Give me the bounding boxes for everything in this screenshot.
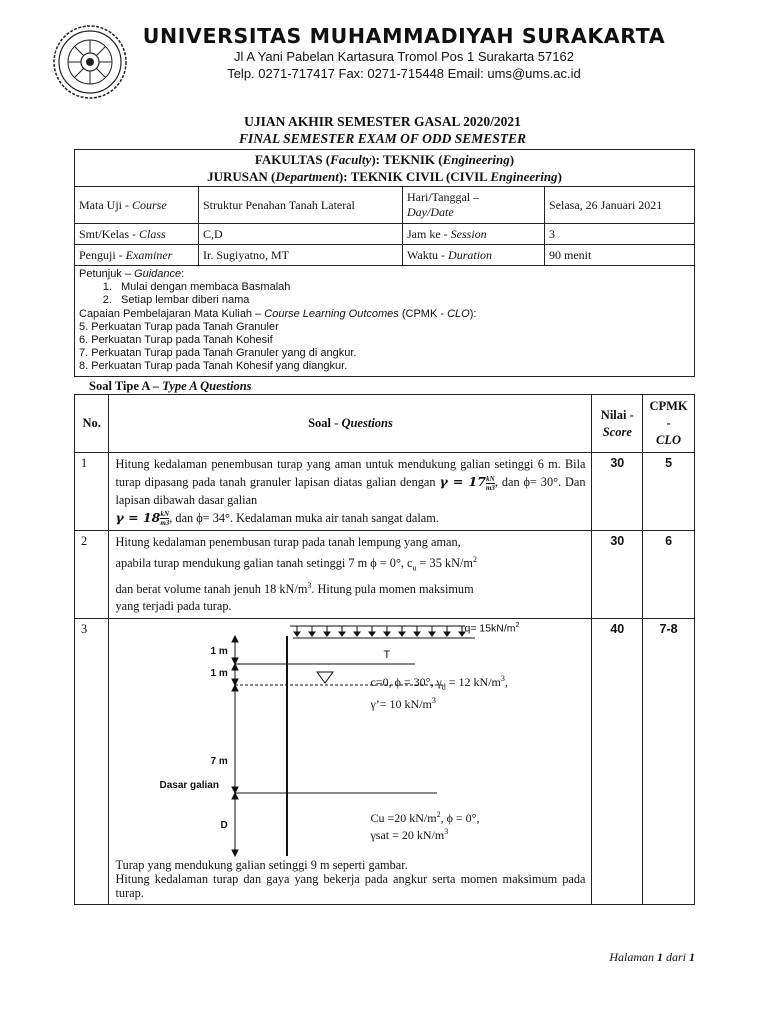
upper-soil-properties: c=0, ϕ = 30°, $\gamma_d = 12$ $kN/m^3$, γ’= 10 $kN/m^3$ xyxy=(370,673,508,712)
table-row xyxy=(75,618,695,904)
question-number: 1 xyxy=(75,453,109,531)
unit-fraction: $\frac{kN}{m3}$ xyxy=(160,510,170,528)
sheet-pile-drawing xyxy=(115,622,585,858)
question-score: 30 xyxy=(592,531,643,619)
col-clo-header: CPMK - CLO xyxy=(643,395,695,453)
guidance-cell xyxy=(75,266,695,377)
question-clo: 7-8 xyxy=(643,618,695,904)
col-score-header: Nilai - Score xyxy=(592,395,643,453)
table-row xyxy=(75,453,695,531)
duration-label: Waktu - Duration xyxy=(403,245,545,266)
class-label: Smt/Kelas - Class xyxy=(75,224,199,245)
col-question-header: Soal - Questions xyxy=(109,395,592,453)
faculty-department-cell xyxy=(75,150,695,187)
question-clo: 6 xyxy=(643,531,695,619)
date-value: Selasa, 26 Januari 2021 xyxy=(545,187,695,224)
table-row xyxy=(75,531,695,619)
excavation-base-label: Dasar galian xyxy=(159,779,219,791)
gamma-value: γ = 18 xyxy=(115,509,161,525)
questions-table xyxy=(74,394,695,905)
date-label: Hari/Tanggal – Day/Date xyxy=(403,187,545,224)
faculty-line: FAKULTAS (Faculty): TEKNIK (Engineering) xyxy=(254,152,515,167)
dimension-1m-water: 1 m xyxy=(210,667,228,679)
department-line: JURUSAN (Department): TEKNIK CIVIL (CIVIL Engineering) xyxy=(207,169,562,184)
table-header-row xyxy=(75,395,695,453)
exam-info-table xyxy=(74,149,695,377)
duration-value: 90 menit xyxy=(545,245,695,266)
anchor-tie-label: T xyxy=(383,648,391,661)
question-number: 2 xyxy=(75,531,109,619)
guidance-list xyxy=(115,281,690,307)
question-text xyxy=(109,618,592,904)
exam-title-en: FINAL SEMESTER EXAM OF ODD SEMESTER xyxy=(239,131,526,146)
clo-item: 8. Perkuatan Turap pada Tanah Kohesif yang diangkur. xyxy=(79,360,348,373)
university-contact: Telp. 0271-717417 Fax: 0271-715448 Email: ums@ums.ac.id xyxy=(227,66,581,81)
clo-item: 6. Perkuatan Turap pada Tanah Kohesif xyxy=(79,334,273,347)
question-type-heading: Soal Tipe A – Type A Questions xyxy=(89,379,252,393)
university-address: Jl A Yani Pabelan Kartasura Tromol Pos 1 Surakarta 57162 xyxy=(234,49,574,64)
col-no-header: No. xyxy=(75,395,109,453)
course-value: Struktur Penahan Tanah Lateral xyxy=(199,187,403,224)
gamma-value: γ = 17 xyxy=(439,474,486,489)
examiner-label: Penguji - Examiner xyxy=(75,245,199,266)
question-text: Hitung kedalaman penembusan turap yang aman untuk mendukung galian setinggi 6 m. Bila turap dipasang pada tanah granuler lapisan diatas galian dengan γ = 17 $\frac{kN}{m3}$ , dan ϕ= 30°. Dan lapisan dibawah dasar galian γ = 18 $\frac{kN}{m3}$ , dan ϕ= 34°. Kedalaman muka air tanah sangat dalam. xyxy=(109,453,592,531)
page-footer: Halaman 1 dari 1 xyxy=(609,950,695,964)
clo-heading: Capaian Pembelajaran Mata Kuliah – Course Learning Outcomes (CPMK - CLO): xyxy=(79,307,477,320)
dimension-1m-top: 1 m xyxy=(210,645,228,657)
guidance-item: 2. Setiap lembar diberi nama xyxy=(115,294,690,307)
session-value: 3 xyxy=(545,224,695,245)
clo-item: 7. Perkuatan Turap pada Tanah Granuler yang di angkur. xyxy=(79,347,357,360)
surcharge-label: $q= 15kN/m^2$ xyxy=(464,621,520,635)
examiner-value: Ir. Sugiyatno, MT xyxy=(199,245,403,266)
session-label: Jam ke - Session xyxy=(403,224,545,245)
unit-fraction: $\frac{kN}{m3}$ xyxy=(485,474,495,492)
exam-title: UJIAN AKHIR SEMESTER GASAL 2020/2021 xyxy=(244,114,521,129)
question-number: 3 xyxy=(75,618,109,904)
dimension-7m: 7 m xyxy=(210,755,228,767)
guidance-label: Petunjuk – Guidance: xyxy=(79,268,185,280)
dimension-D: D xyxy=(220,819,228,831)
question-clo: 5 xyxy=(643,453,695,531)
question-score: 40 xyxy=(592,618,643,904)
course-label: Mata Uji - Course xyxy=(75,187,199,224)
university-logo xyxy=(52,24,128,100)
clo-item: 5. Perkuatan Turap pada Tanah Granuler xyxy=(79,320,279,333)
class-value: C,D xyxy=(199,224,403,245)
lower-soil-properties: Cu =20 $kN/m^2$, ϕ = 0°, γsat = 20 $kN/m^3$ xyxy=(370,809,480,842)
question-score: 30 xyxy=(592,453,643,531)
question-3-text: Turap yang mendukung galian setinggi 9 m seperti gambar. Hitung kedalaman turap dan gaya yang bekerja pada angkur serta momen maksimum pada turap. xyxy=(115,857,586,900)
guidance-item: 1. Mulai dengan membaca Basmalah xyxy=(115,281,690,294)
university-name: UNIVERSITAS MUHAMMADIYAH SURAKARTA xyxy=(142,24,666,48)
question-text: Hitung kedalaman penembusan turap pada tanah lempung yang aman, apabila turap mendukung galian tanah setinggi 7 m ϕ = 0°, $c_u = 35$ $kN/m^2$ dan berat volume tanah jenuh 18 $kN/m^3$. Hitung pula momen maksimum yang terjadi pada turap. xyxy=(109,531,592,619)
sheet-pile-diagram xyxy=(115,622,585,858)
